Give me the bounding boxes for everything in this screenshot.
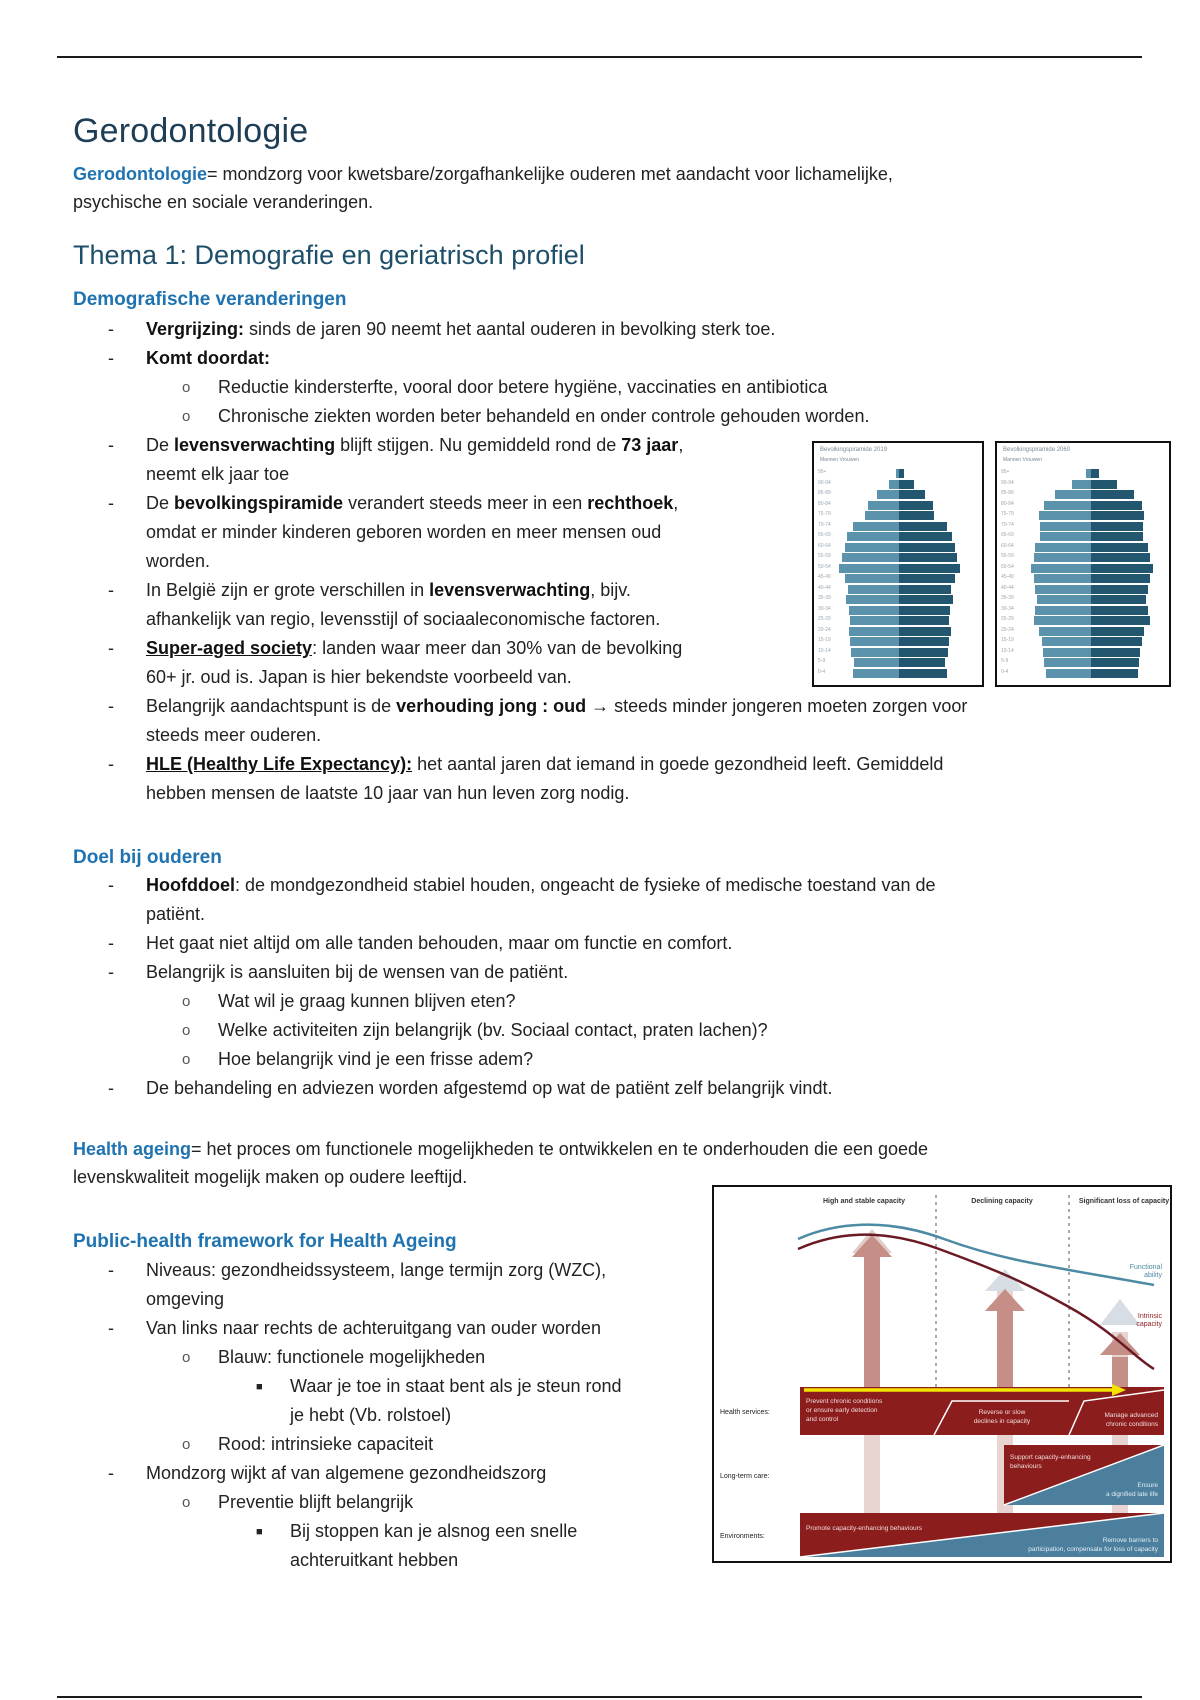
health-ageing-definition: Health ageing= het proces om functionele mogelijkheden te ontwikkelen en te onderhouden die een goede levenskwaliteit mogelijk maken op oudere leeftijd. — [73, 1139, 929, 1187]
bar-male — [854, 658, 899, 667]
bar-male — [850, 637, 899, 646]
bar-female — [899, 606, 950, 615]
age-label: 55-59 — [1001, 553, 1014, 559]
bar-male — [868, 501, 899, 510]
svg-text:Ensure: Ensure — [1137, 1482, 1158, 1489]
arrow-right-icon: → — [586, 696, 615, 716]
age-label: 70-74 — [1001, 521, 1014, 528]
bar-female — [899, 658, 945, 667]
bar-male — [839, 564, 899, 573]
bar-female — [899, 522, 947, 531]
age-label: 15-19 — [818, 637, 831, 643]
bar-male — [889, 480, 899, 489]
age-label: 5-9 — [818, 658, 826, 664]
bar-female — [899, 511, 934, 520]
age-label: 95+ — [818, 469, 827, 475]
age-label: 85-89 — [818, 490, 831, 496]
bar-female — [1091, 595, 1146, 604]
bar-female — [1091, 501, 1142, 510]
bar-male — [865, 511, 899, 520]
bar-male — [1055, 490, 1091, 499]
age-label: 90-94 — [1001, 479, 1014, 486]
definition-term: Gerodontologie — [73, 164, 207, 184]
bar-male — [845, 543, 899, 552]
bar-male — [1040, 522, 1091, 531]
age-label: 55-59 — [818, 553, 831, 559]
age-label: 85-89 — [1001, 490, 1014, 496]
bar-female — [1091, 469, 1099, 478]
list-item: - In België zijn er grote verschillen in levensverwachting, bijv. afhankelijk van regio, levensstijl of sociaaleconomische factoren. — [108, 580, 661, 629]
age-label: 0-4 — [1001, 668, 1009, 675]
bar-female — [1091, 658, 1139, 667]
framework-diagram-svg — [714, 1187, 1170, 1561]
health-ageing-framework-diagram — [712, 1185, 1172, 1563]
svg-text:Support capacity-enhancing: Support capacity-enhancing — [1010, 1454, 1091, 1461]
bar-female — [1091, 543, 1148, 552]
population-pyramid-left: Bevolkingspiramide 2019 Mannen Vrouwen 95+ 90-94 85-89 80-84 75-79 70-74 65-69 60-64 55-59 50-54 45-49 40-44 35-39 30-34 25-29 20-24 15-19 10-14 5-9 0-4 — [812, 441, 984, 687]
age-label: 35-39 — [1001, 595, 1014, 601]
bar-female — [899, 637, 949, 646]
list-item: - Niveaus: gezondheidssysteem, lange termijn zorg (WZC), omgeving — [108, 1260, 607, 1309]
bar-female — [1091, 532, 1143, 541]
bar-female — [1091, 669, 1138, 678]
bar-female — [899, 648, 948, 657]
bar-male — [848, 585, 899, 594]
age-label: 25-29 — [1001, 616, 1014, 622]
list-item: - Het gaat niet altijd om alle tanden behouden, maar om functie en comfort. — [108, 933, 733, 953]
age-label: 95+ — [1001, 469, 1010, 475]
bar-male — [1035, 606, 1091, 615]
bar-female — [899, 669, 947, 678]
bar-male — [1046, 669, 1092, 678]
bar-female — [1091, 480, 1117, 489]
list-item: - HLE (Healthy Life Expectancy): het aantal jaren dat iemand in goede gezondheid leeft. Gemiddeld hebben mensen de laatste 10 jaar van hun leven zorg nodig. — [108, 754, 944, 803]
population-pyramid-right: Bevolkingspiramide 2060 Mannen Vrouwen 95+ 90-94 85-89 80-84 75-79 70-74 65-69 60-64 55-59 50-54 45-49 40-44 35-39 30-34 25-29 20-24 15-19 10-14 5-9 0-4 — [995, 441, 1171, 687]
bar-male — [1035, 585, 1091, 594]
bar-male — [846, 595, 899, 604]
bar-male — [842, 553, 899, 562]
age-label: 90-94 — [818, 479, 831, 486]
bar-female — [899, 564, 960, 573]
bar-female — [899, 480, 914, 489]
list-item: - De behandeling en adviezen worden afgestemd op wat de patiënt zelf belangrijk vindt. — [108, 1078, 833, 1098]
list-item: - De bevolkingspiramide verandert steeds meer in een rechthoek, omdat er minder kinderen geboren worden en meer mensen oud worden. — [108, 493, 679, 571]
list-item: - Super-aged society: landen waar meer dan 30% van de bevolking 60+ jr. oud is. Japan is hier bekendste voorbeeld van. — [108, 638, 683, 687]
bar-female — [1091, 627, 1144, 636]
bar-male — [850, 616, 899, 625]
age-label: 10-14 — [1001, 647, 1014, 654]
bar-male — [847, 532, 899, 541]
list-item: o Welke activiteiten zijn belangrijk (bv. Sociaal contact, praten lachen)? — [182, 1020, 768, 1040]
age-label: 20-24 — [1001, 626, 1014, 633]
bar-male — [1042, 637, 1091, 646]
svg-text:Functional: Functional — [1129, 1264, 1162, 1271]
bar-female — [1091, 511, 1144, 520]
header-rule — [57, 56, 1142, 58]
list-item: ■ Bij stoppen kan je alsnog een snelle achteruitkant hebben — [256, 1521, 578, 1570]
bar-female — [1091, 490, 1134, 499]
age-label: 80-84 — [818, 500, 831, 507]
svg-text:Prevent chronic conditions: Prevent chronic conditions — [806, 1398, 883, 1405]
footer-rule — [57, 1696, 1142, 1698]
list-item: o Wat wil je graag kunnen blijven eten? — [182, 991, 516, 1011]
bar-female — [899, 627, 951, 636]
svg-text:participation, compensate for: participation, compensate for loss of capacity — [1028, 1546, 1158, 1553]
bar-male — [1043, 648, 1091, 657]
age-label: 10-14 — [818, 647, 831, 654]
bar-female — [1091, 553, 1150, 562]
age-label: 30-34 — [818, 605, 831, 612]
list-item: - Hoofddoel: de mondgezondheid stabiel houden, ongeacht de fysieke of medische toestand van de patiënt. — [108, 875, 936, 924]
bar-male — [849, 606, 899, 615]
age-label: 65-69 — [818, 532, 831, 538]
svg-text:Reverse or slow: Reverse or slow — [978, 1409, 1026, 1416]
age-label: 50-54 — [1001, 563, 1014, 570]
age-label: 75-79 — [818, 511, 831, 517]
svg-text:Remove barriers to: Remove barriers to — [1102, 1537, 1158, 1544]
age-label: 60-64 — [818, 542, 831, 549]
age-label: 40-44 — [818, 584, 831, 591]
list-item: o Chronische ziekten worden beter behandeld en onder controle gehouden worden. — [182, 406, 870, 426]
bar-female — [899, 501, 933, 510]
bar-male — [849, 627, 899, 636]
bar-female — [899, 616, 949, 625]
framework-list — [0, 1256, 700, 1575]
age-label: 75-79 — [1001, 511, 1014, 517]
list-item: o Hoe belangrijk vind je een frisse adem? — [182, 1049, 534, 1069]
bar-female — [899, 553, 957, 562]
list-item: - De levensverwachting blijft stijgen. Nu gemiddeld rond de 73 jaar, neemt elk jaar toe — [108, 435, 684, 484]
doel-list — [0, 871, 1200, 1103]
list-item: - Mondzorg wijkt af van algemene gezondheidszorg — [108, 1463, 547, 1483]
bar-male — [1035, 543, 1091, 552]
bar-male — [1031, 564, 1091, 573]
bar-female — [1091, 648, 1140, 657]
bar-female — [899, 532, 952, 541]
list-item: o Reductie kindersterfte, vooral door betere hygiëne, vaccinaties en antibiotica — [182, 377, 828, 397]
bar-female — [1091, 616, 1150, 625]
age-label: 20-24 — [818, 626, 831, 633]
bar-female — [1091, 606, 1148, 615]
bar-male — [1072, 480, 1092, 489]
age-label: 5-9 — [1001, 658, 1009, 664]
bar-male — [845, 574, 899, 583]
theme-heading: Thema 1: Demografie en geriatrisch profiel — [73, 240, 585, 270]
svg-text:and control: and control — [806, 1416, 839, 1423]
age-label: 70-74 — [818, 521, 831, 528]
section-heading-demografie: Demografische veranderingen — [73, 289, 347, 310]
list-item: - Komt doordat: — [108, 348, 270, 368]
bar-male — [1037, 595, 1091, 604]
bar-female — [899, 490, 925, 499]
svg-text:Significant loss of capacity: Significant loss of capacity — [1078, 1198, 1170, 1205]
age-label: 45-49 — [1001, 574, 1014, 580]
age-label: 80-84 — [1001, 500, 1014, 507]
bar-female — [1091, 522, 1143, 531]
page-title: Gerodontologie — [73, 112, 309, 150]
list-item: ■ Waar je toe in staat bent als je steun rond je hebt (Vb. rolstoel) — [256, 1376, 622, 1425]
bar-male — [1034, 616, 1091, 625]
svg-text:Environments:: Environments: — [720, 1533, 765, 1540]
bar-female — [899, 543, 955, 552]
bar-female — [1091, 585, 1148, 594]
svg-text:High and stable capacity: High and stable capacity — [822, 1198, 906, 1205]
bar-female — [1091, 564, 1153, 573]
bar-male — [1039, 511, 1091, 520]
svg-text:or ensure early detection: or ensure early detection — [806, 1407, 878, 1414]
bar-female — [1091, 637, 1142, 646]
svg-text:ability: ability — [1144, 1272, 1162, 1279]
section-heading-framework: Public-health framework for Health Ageing — [73, 1231, 457, 1252]
bar-male — [851, 648, 899, 657]
age-label: 30-34 — [1001, 605, 1014, 612]
bar-female — [899, 469, 904, 478]
list-item: - Belangrijk aandachtspunt is de verhouding jong : oud → steeds minder jongeren moeten zorgen voor steeds meer ouderen. — [108, 696, 968, 745]
svg-text:Health services:: Health services: — [720, 1409, 770, 1416]
svg-text:Long-term care:: Long-term care: — [720, 1473, 770, 1480]
bar-male — [1044, 658, 1091, 667]
bar-female — [1091, 574, 1150, 583]
bar-male — [853, 669, 899, 678]
svg-text:a dignified late life: a dignified late life — [1105, 1491, 1158, 1498]
age-label: 60-64 — [1001, 542, 1014, 549]
bar-female — [899, 585, 951, 594]
list-item: o Blauw: functionele mogelijkheden — [182, 1347, 486, 1367]
section-heading-doel: Doel bij ouderen — [73, 847, 222, 868]
age-label: 40-44 — [1001, 584, 1014, 591]
age-label: 25-29 — [818, 616, 831, 622]
list-item: - Belangrijk is aansluiten bij de wensen van de patiënt. — [108, 962, 569, 982]
age-label: 65-69 — [1001, 532, 1014, 538]
bar-male — [1040, 532, 1091, 541]
definition-paragraph: Gerodontologie= mondzorg voor kwetsbare/zorgafhankelijke ouderen met aandacht voor lichamelijke, psychische en sociale veranderingen. — [73, 164, 893, 212]
svg-text:behaviours: behaviours — [1010, 1463, 1042, 1470]
svg-text:Declining capacity: Declining capacity — [971, 1198, 1033, 1205]
age-label: 45-49 — [818, 574, 831, 580]
health-ageing-term: Health ageing — [73, 1139, 192, 1159]
bar-male — [853, 522, 899, 531]
svg-text:capacity: capacity — [1136, 1321, 1162, 1328]
age-label: 50-54 — [818, 563, 831, 570]
bar-female — [899, 574, 955, 583]
list-item: o Rood: intrinsieke capaciteit — [182, 1434, 434, 1454]
bar-male — [1044, 501, 1091, 510]
bar-female — [899, 595, 953, 604]
svg-text:declines in capacity: declines in capacity — [973, 1418, 1031, 1425]
svg-text:Intrinsic: Intrinsic — [1137, 1313, 1162, 1320]
bar-male — [1039, 627, 1091, 636]
bar-male — [1034, 553, 1091, 562]
svg-text:chronic conditions: chronic conditions — [1105, 1421, 1158, 1428]
age-label: 0-4 — [818, 668, 826, 675]
age-label: 35-39 — [818, 595, 831, 601]
svg-text:Promote capacity-enhancing beh: Promote capacity-enhancing behaviours — [806, 1525, 922, 1532]
bar-male — [1034, 574, 1091, 583]
list-item: - Van links naar rechts de achteruitgang van ouder worden — [108, 1318, 601, 1338]
age-label: 15-19 — [1001, 637, 1014, 643]
list-item: o Preventie blijft belangrijk — [182, 1492, 414, 1512]
bar-male — [877, 490, 899, 499]
svg-text:Manage advanced: Manage advanced — [1104, 1412, 1158, 1419]
list-item: - Vergrijzing: sinds de jaren 90 neemt het aantal ouderen in bevolking sterk toe. — [108, 319, 776, 339]
